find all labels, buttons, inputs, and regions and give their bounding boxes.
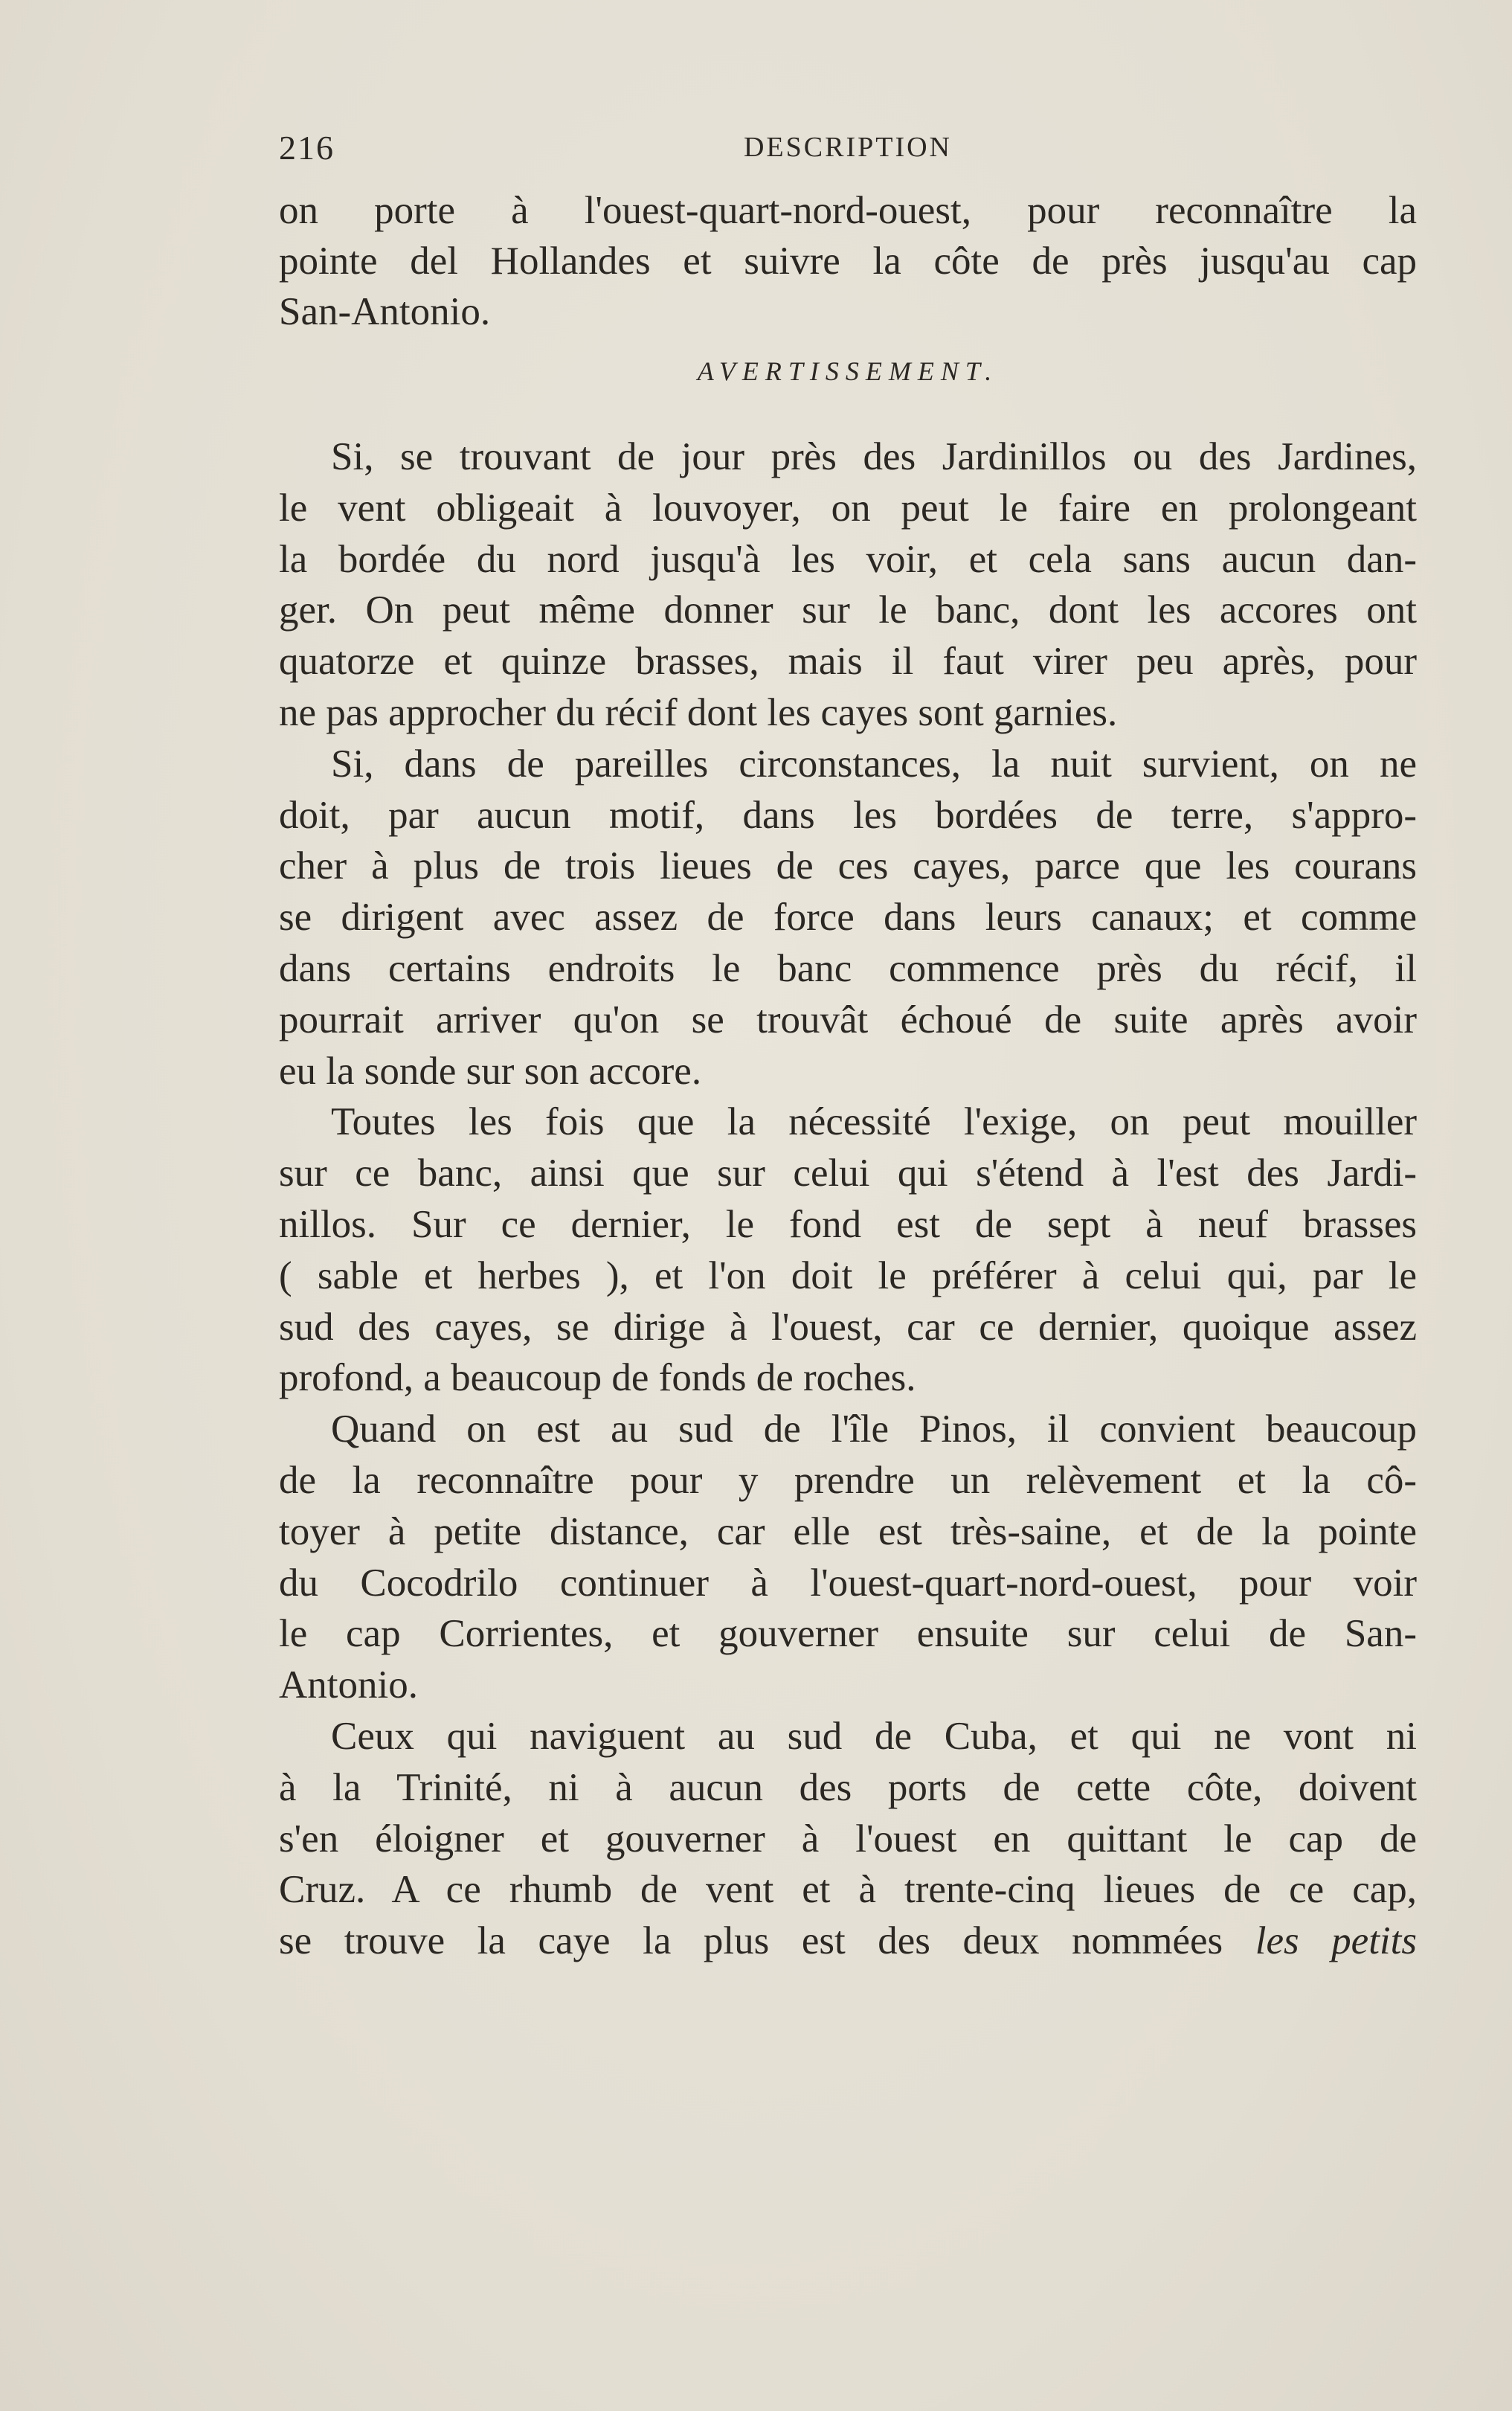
text-line: le vent obligeait à louvoyer, on peut le faire en prolongeant bbox=[279, 486, 1417, 530]
page-number: 216 bbox=[279, 129, 335, 167]
text-line: cher à plus de trois lieues de ces cayes, parce que les courans bbox=[279, 844, 1417, 888]
running-header bbox=[279, 128, 1417, 173]
text-line: Quand on est au sud de l'île Pinos, il convient beaucoup bbox=[331, 1407, 1417, 1451]
text-line: se trouve la caye la plus est des deux nommées les petits bbox=[279, 1919, 1418, 1963]
text-line: Ceux qui naviguent au sud de Cuba, et qui ne vont ni bbox=[331, 1715, 1417, 1758]
text-line: sur ce banc, ainsi que sur celui qui s'étend à l'est des Jardi- bbox=[279, 1152, 1417, 1195]
text-line: ne pas approcher du récif dont les cayes sont garnies. bbox=[279, 691, 1118, 734]
text-line: Antonio. bbox=[279, 1663, 418, 1707]
text-line: le cap Corrientes, et gouverner ensuite sur celui de San- bbox=[279, 1612, 1417, 1656]
text-line: dans certains endroits le banc commence près du récif, il bbox=[279, 947, 1417, 990]
text-line: se dirigent avec assez de force dans leurs canaux; et comme bbox=[279, 896, 1417, 940]
text-line: ger. On peut même donner sur le banc, dont les accores ont bbox=[279, 588, 1417, 632]
text-line: doit, par aucun motif, dans les bordées de terre, s'appro- bbox=[279, 793, 1417, 837]
text-line: ( sable et herbes ), et l'on doit le préférer à celui qui, par le bbox=[279, 1253, 1417, 1297]
text-line: Cruz. A ce rhumb de vent et à trente-cinq lieues de ce cap, bbox=[279, 1868, 1417, 1912]
text-line: du Cocodrilo continuer à l'ouest-quart-nord-ouest, pour voir bbox=[279, 1561, 1417, 1605]
text-line: toyer à petite distance, car elle est très-saine, et de la pointe bbox=[279, 1509, 1417, 1553]
text-line: Toutes les fois que la nécessité l'exige, on peut mouiller bbox=[331, 1100, 1417, 1144]
text-line: Si, dans de pareilles circonstances, la nuit survient, on ne bbox=[331, 742, 1417, 786]
text-line: s'en éloigner et gouverner à l'ouest en quittant le cap de bbox=[279, 1817, 1417, 1861]
text-line: nillos. Sur ce dernier, le fond est de sept à neuf brasses bbox=[279, 1203, 1417, 1246]
text-line: eu la sonde sur son accore. bbox=[279, 1049, 702, 1093]
text-line: San-Antonio. bbox=[279, 290, 491, 333]
italic-phrase: les petits bbox=[1255, 1919, 1418, 1963]
section-heading: AVERTISSEMENT. bbox=[697, 356, 999, 386]
text-line: profond, a beaucoup de fonds de roches. bbox=[279, 1356, 916, 1400]
text-line: Si, se trouvant de jour près des Jardinillos ou des Jardines, bbox=[331, 435, 1417, 478]
text-line: pourrait arriver qu'on se trouvât échoué de suite après avoir bbox=[279, 998, 1417, 1041]
text-line: sud des cayes, se dirige à l'ouest, car ce dernier, quoique assez bbox=[279, 1305, 1417, 1349]
text-line: de la reconnaître pour y prendre un relèvement et la cô- bbox=[279, 1459, 1417, 1502]
text-line: à la Trinité, ni à aucun des ports de cette côte, doivent bbox=[279, 1765, 1417, 1809]
running-title: DESCRIPTION bbox=[743, 132, 953, 163]
text-line: la bordée du nord jusqu'à les voir, et cela sans aucun dan- bbox=[279, 537, 1417, 581]
text-line: on porte à l'ouest-quart-nord-ouest, pour reconnaître la bbox=[279, 189, 1417, 232]
text-line: pointe del Hollandes et suivre la côte de près jusqu'au cap bbox=[279, 240, 1417, 283]
text-line: quatorze et quinze brasses, mais il faut virer peu après, pour bbox=[279, 640, 1417, 684]
